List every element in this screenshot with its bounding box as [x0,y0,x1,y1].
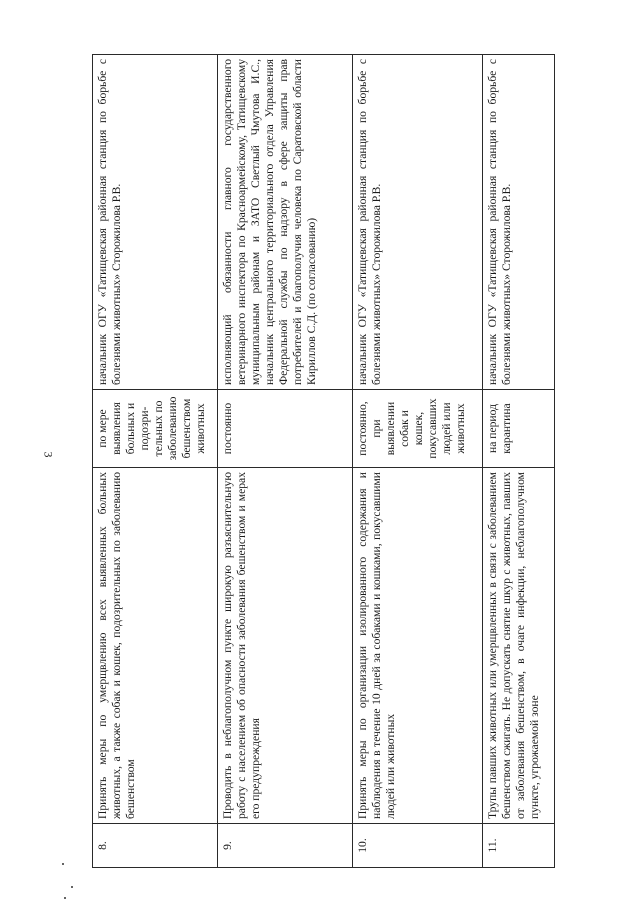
scan-speck [62,863,64,865]
row-number: 8. [93,824,218,868]
page-number: 3 [41,451,56,458]
row-number: 10. [353,824,483,868]
table-row [353,55,483,868]
responsible-text: начальник ОГУ «Татищевская районная станция по борьбе с болезнями животных» Сторожилова Р.В. [353,55,483,390]
scan-speck [71,886,73,888]
responsible-text: начальник ОГУ «Татищевская районная станция по борьбе с болезнями животных» Сторожилова Р.В. [93,55,218,390]
table-row [483,55,555,868]
deadline-text: на период карантина [483,390,555,468]
measure-text: Принять меры по организации изолированного содержания и наблюдения в течение 10 дней за собаками и кошками, покусавшими людей или животных [353,468,483,824]
measure-text: Принять меры по умерщвлению всех выявленных больных животных, а также собак и кошек, подозрительных по заболеванию бешенством [93,468,218,824]
deadline-text: постоянно, при выявлении собак и кошек, покусавших людей или животных [353,390,483,468]
deadline-text: по мере выявления больных и подозри-тельных по заболеванию бешенством животных [93,390,218,468]
row-number: 11. [483,824,555,868]
responsible-text: начальник ОГУ «Татищевская районная станция по борьбе с болезнями животных» Сторожилова Р.В. [483,55,555,390]
scan-speck [64,897,66,899]
responsible-text: исполняющий обязанности главного государственного ветеринарного инспектора по Красноармейскому, Татищевскому муниципальным районам и ЗАТО Светлый Чмутова И.С., начальник центрального территориального отдела Управления Федеральной службы по надзору в сфере защиты прав потребителей и благополучия человека по Саратовской области Кириллов С.Д. (по согласованию) [218,55,353,390]
deadline-text: постоянно [218,390,353,468]
measure-text: Проводить в неблагополучном пункте широкую разъяснительную работу с населением об опасности заболевания бешенством и мерах его предупреждения [218,468,353,824]
measures-table [92,54,555,868]
measure-text: Трупы павших животных или умерщвленных в связи с заболеванием бешенством сжигать. Не допускать снятие шкур с животных, павших от заболевания бешенством, в очаге инфекции, неблагополучном пункте, угрожаемой зоне [483,468,555,824]
table-row [218,55,353,868]
row-number: 9. [218,824,353,868]
table-row [93,55,218,868]
rotated-page-content [92,55,554,868]
